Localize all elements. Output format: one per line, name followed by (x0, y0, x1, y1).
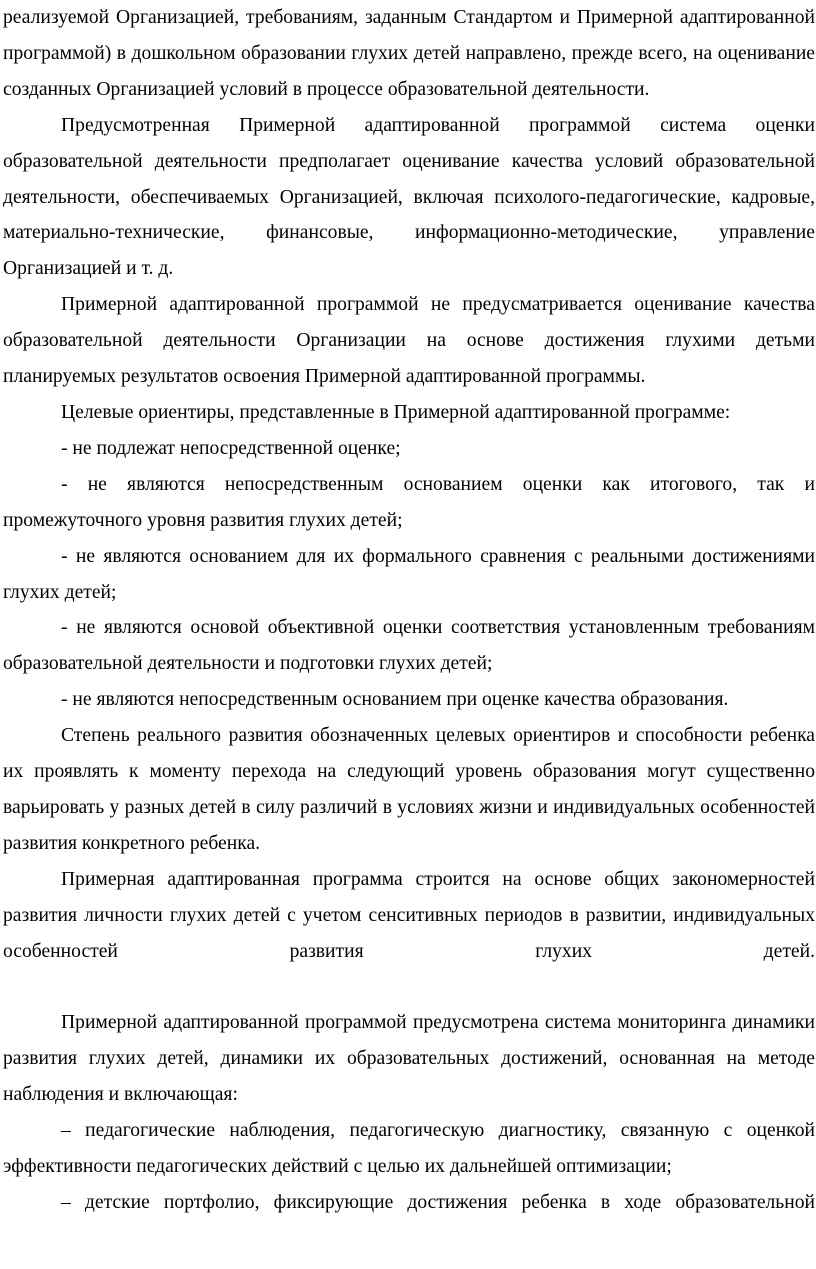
list-item-2: - не являются непосредственным основанием оценки как итогового, так и промежуточного уровня развития глухих детей; (3, 473, 815, 531)
list-item-1: - не подлежат непосредственной оценке; (61, 437, 401, 459)
paragraph-1: реализуемой Организацией, требованиям, заданным Стандартом и Примерной адаптированной программой) в дошкольном образовании глухих детей направлено, прежде всего, на оценивание созданных Организацией условий в процессе образовательной деятельности. (3, 7, 815, 100)
paragraph-7: Примерной адаптированной программой предусмотрена система мониторинга динамики развития глухих детей, динамики их образовательных достижений, основанная на методе наблюдения и включающая: (3, 1012, 815, 1106)
list-item-3: - не являются основанием для их формального сравнения с реальными достижениями глухих детей; (3, 545, 815, 603)
list-item-5: - не являются непосредственным основанием при оценке качества образования. (61, 689, 729, 711)
paragraph-4: Целевые ориентиры, представленные в Примерной адаптированной программе: (61, 401, 731, 423)
paragraph-3: Примерной адаптированной программой не предусматривается оценивание качества образовательной деятельности Организации на основе достижения глухими детьми планируемых результатов освоения Примерной адаптированной программы. (3, 294, 815, 388)
paragraph-2: Предусмотренная Примерной адаптированной программой система оценки образовательной деятельности предполагает оценивание качества условий образовательной деятельности, обеспечиваемых Организацией, включая психолого-педагогические, кадровые, материально-технические, финансовые, информационно-методические, управление Организацией и т. д. (3, 114, 815, 280)
paragraph-5: Степень реального развития обозначенных целевых ориентиров и способности ребенка их проявлять к моменту перехода на следующий уровень образования могут существенно варьировать у разных детей в силу различий в условиях жизни и индивидуальных особенностей развития конкретного ребенка. (3, 725, 815, 854)
paragraph-6: Примерная адаптированная программа строится на основе общих закономерностей развития личности глухих детей с учетом сенситивных периодов в развитии, индивидуальных особенностей развития глухих детей. (3, 868, 815, 962)
dash-item-2: – детские портфолио, фиксирующие достижения ребенка в ходе образовательной (61, 1191, 815, 1213)
dash-item-1: – педагогические наблюдения, педагогическую диагностику, связанную с оценкой эффективности педагогических действий с целью их дальнейшей оптимизации; (3, 1120, 815, 1177)
blank-line (3, 969, 815, 1005)
document-page (3, 0, 815, 1221)
list-item-4: - не являются основой объективной оценки соответствия установленным требованиям образовательной деятельности и подготовки глухих детей; (3, 617, 815, 675)
